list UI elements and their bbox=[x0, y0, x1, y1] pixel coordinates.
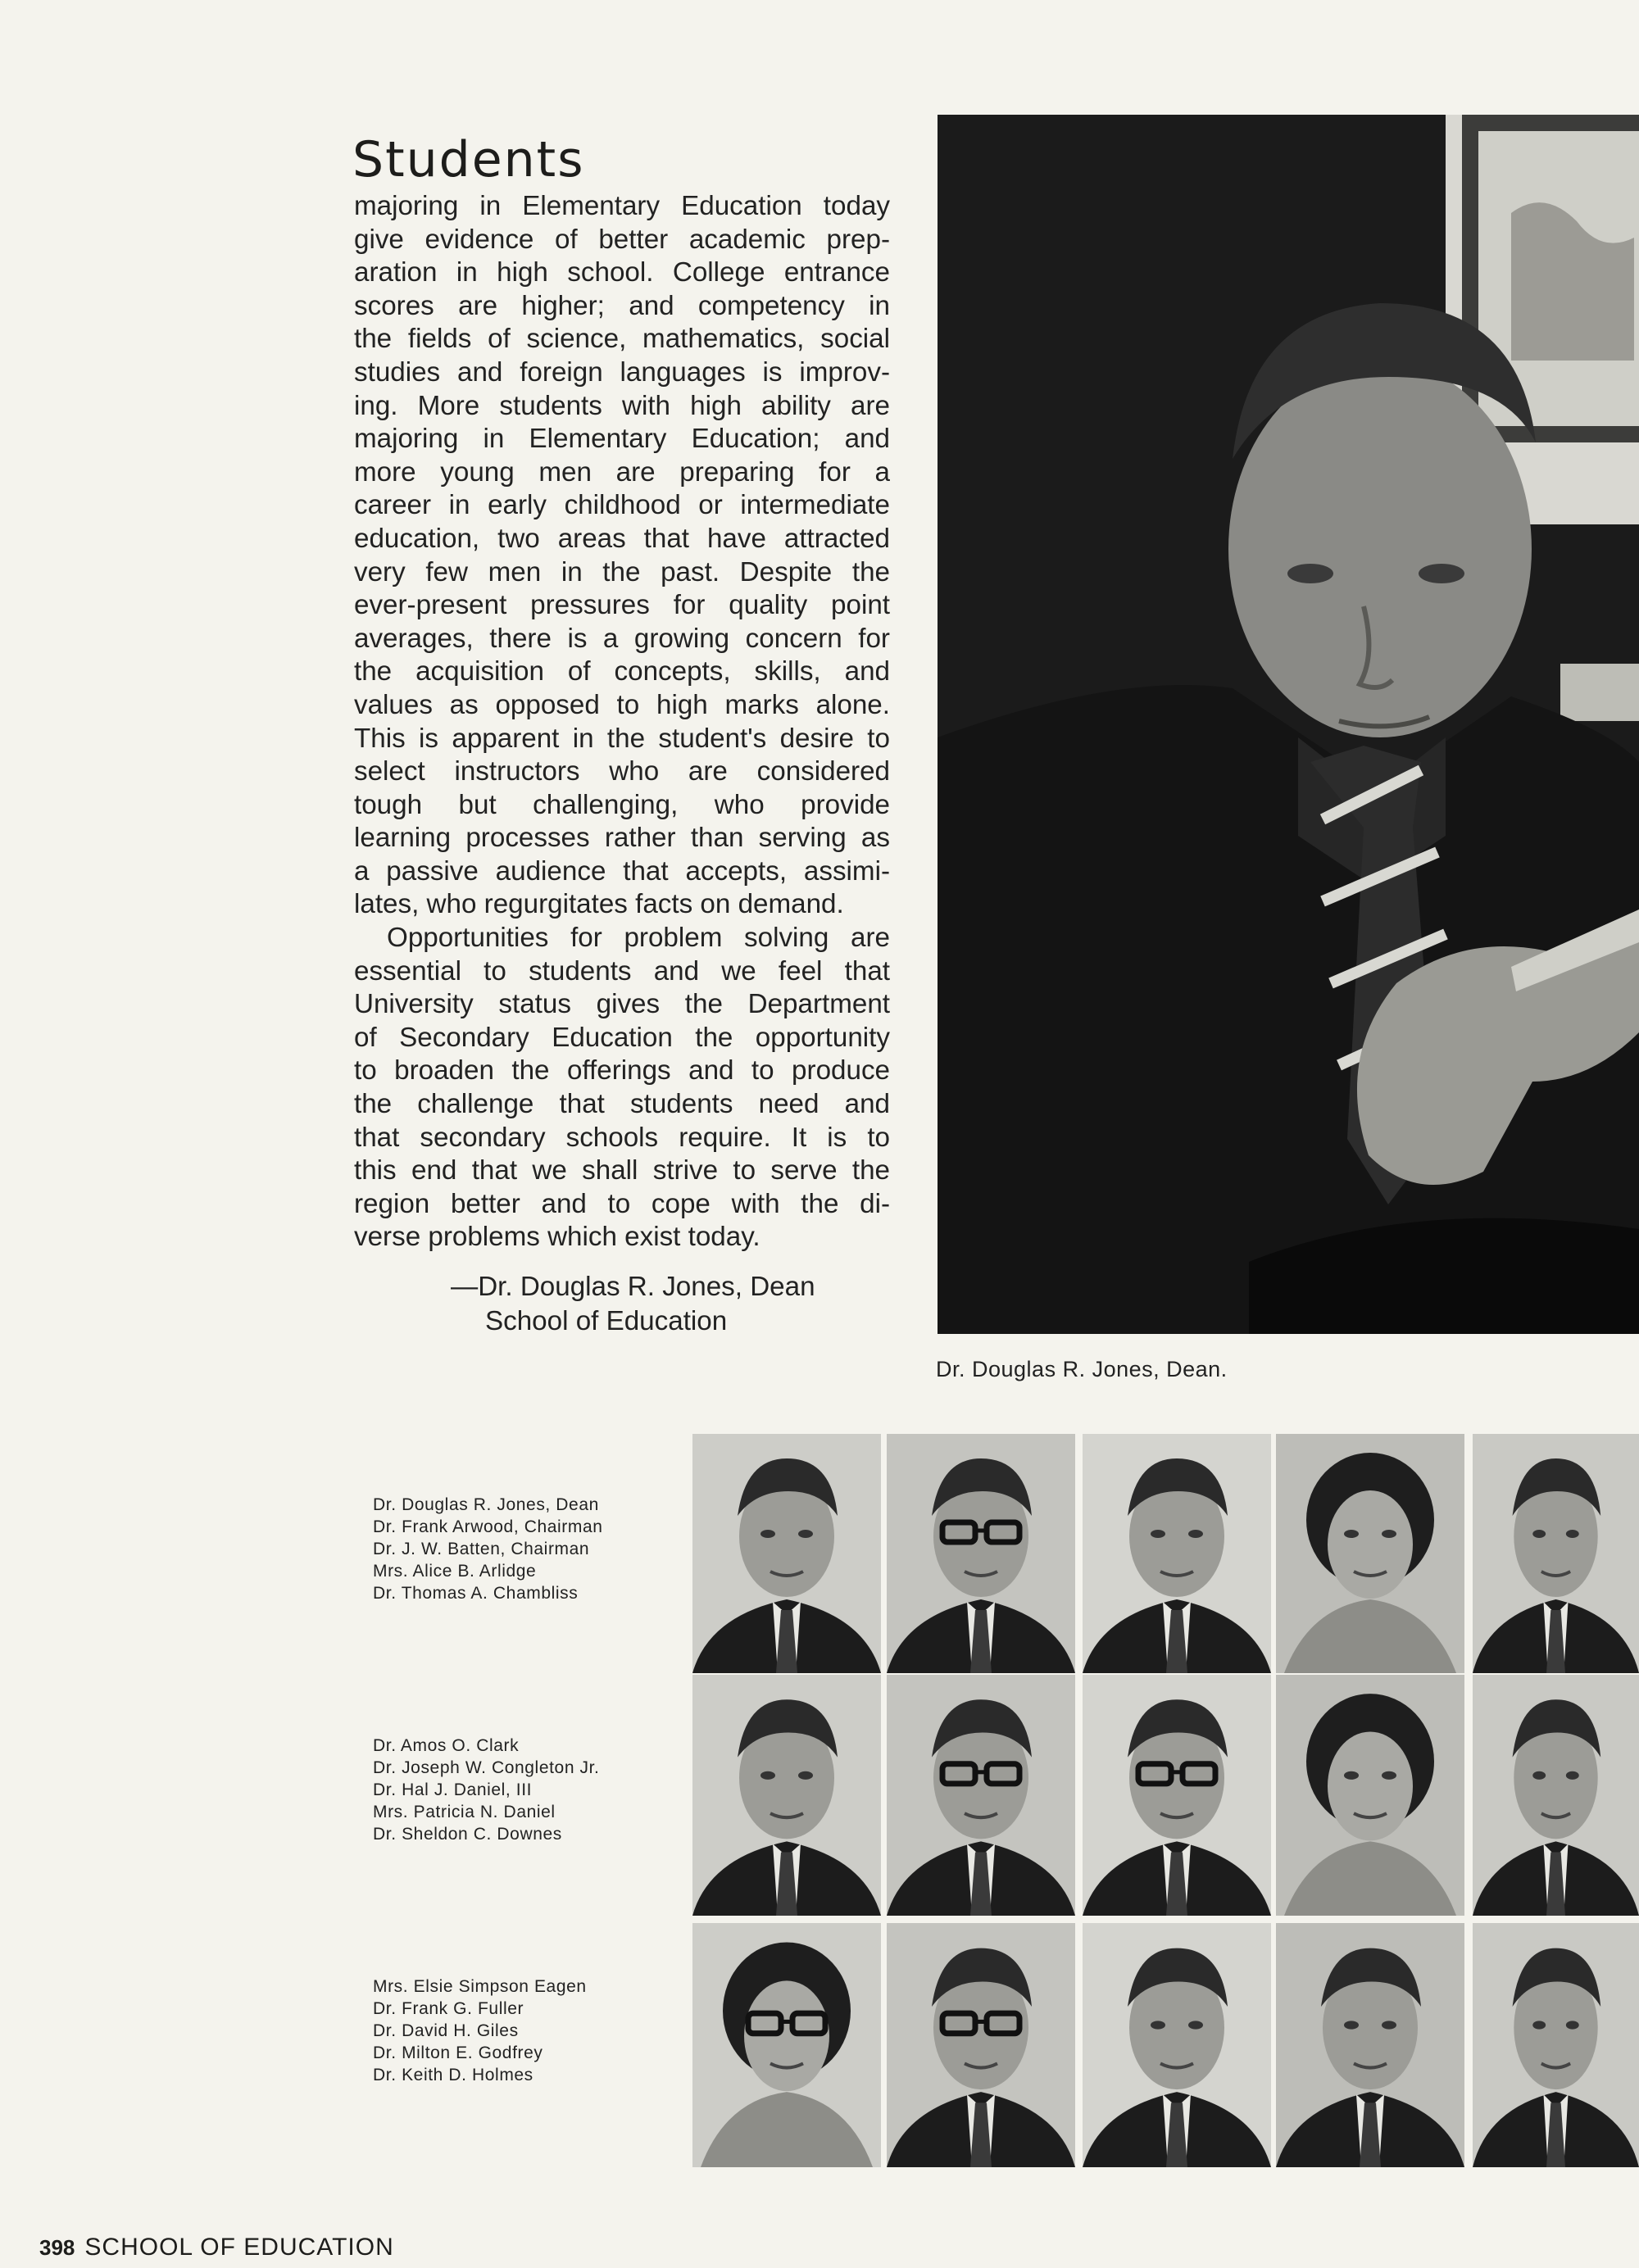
article-line: region better and to cope with the di- bbox=[354, 1188, 890, 1219]
faculty-name: Dr. David H. Giles bbox=[373, 2021, 519, 2040]
article-line: very few men in the past. Despite the bbox=[354, 556, 890, 587]
faculty-portrait bbox=[692, 1675, 881, 1916]
article-line: the acquisition of concepts, skills, and bbox=[354, 656, 890, 687]
page-footer bbox=[39, 2234, 394, 2261]
faculty-portrait bbox=[1276, 1434, 1464, 1673]
article-line: learning processes rather than serving as bbox=[354, 823, 890, 854]
faculty-name: Mrs. Patricia N. Daniel bbox=[373, 1803, 556, 1821]
article-line: aration in high school. College entrance bbox=[354, 257, 890, 288]
article-line: of Secondary Education the opportunity bbox=[354, 1022, 890, 1053]
article-line: averages, there is a growing concern for bbox=[354, 623, 890, 654]
dean-portrait-photo bbox=[938, 115, 1639, 1334]
faculty-name: Dr. Frank Arwood, Chairman bbox=[373, 1517, 603, 1536]
faculty-portrait bbox=[1473, 1675, 1639, 1916]
faculty-name: Dr. Hal J. Daniel, III bbox=[373, 1780, 533, 1799]
faculty-portrait bbox=[692, 1434, 881, 1673]
faculty-name: Dr. Amos O. Clark bbox=[373, 1736, 520, 1755]
faculty-name: Dr. Joseph W. Congleton Jr. bbox=[373, 1758, 600, 1777]
article-line: ing. More students with high ability are bbox=[354, 390, 890, 421]
faculty-portrait bbox=[1276, 1675, 1464, 1916]
faculty-name: Dr. Thomas A. Chambliss bbox=[373, 1584, 579, 1603]
faculty-portrait bbox=[887, 1923, 1075, 2167]
article-line: lates, who regurgitates facts on demand. bbox=[354, 889, 844, 920]
faculty-portrait bbox=[1276, 1923, 1464, 2167]
faculty-portrait bbox=[1473, 1923, 1639, 2167]
article-line: a passive audience that accepts, assimi- bbox=[354, 855, 890, 887]
article-line: ever-present pressures for quality point bbox=[354, 590, 890, 621]
signature-line-1: —Dr. Douglas R. Jones, Dean bbox=[451, 1272, 815, 1302]
article-line: education, two areas that have attracted bbox=[354, 523, 890, 554]
article-line: This is apparent in the student's desire to bbox=[354, 723, 890, 754]
faculty-portrait bbox=[1083, 1434, 1271, 1673]
article-line: give evidence of better academic prep- bbox=[354, 224, 890, 255]
article-signature bbox=[451, 1270, 815, 1339]
article-line: Opportunities for problem solving are bbox=[387, 923, 890, 954]
faculty-name: Dr. Frank G. Fuller bbox=[373, 1999, 524, 2018]
faculty-names-row-1 bbox=[373, 1494, 603, 1604]
article-line: that secondary schools require. It is to bbox=[354, 1122, 890, 1153]
article-line: this end that we shall strive to serve the bbox=[354, 1155, 890, 1186]
faculty-names-row-3 bbox=[373, 1975, 587, 2086]
article-line: career in early childhood or intermediate bbox=[354, 490, 890, 521]
article-line: values as opposed to high marks alone. bbox=[354, 689, 890, 720]
faculty-portrait bbox=[1083, 1675, 1271, 1916]
faculty-name: Dr. Keith D. Holmes bbox=[373, 2066, 533, 2084]
article-line: to broaden the offerings and to produce bbox=[354, 1055, 890, 1086]
faculty-portrait bbox=[692, 1923, 881, 2167]
faculty-name: Dr. Douglas R. Jones, Dean bbox=[373, 1495, 599, 1514]
main-photo-caption: Dr. Douglas R. Jones, Dean. bbox=[936, 1357, 1228, 1381]
article-line: more young men are preparing for a bbox=[354, 456, 890, 488]
article-line: majoring in Elementary Education today bbox=[354, 191, 890, 221]
signature-line-2: School of Education bbox=[485, 1306, 728, 1336]
article-line: studies and foreign languages is improv- bbox=[354, 356, 890, 388]
article-line: University status gives the Department bbox=[354, 989, 890, 1020]
article-line: scores are higher; and competency in bbox=[354, 290, 890, 321]
article-line: the fields of science, mathematics, social bbox=[354, 324, 890, 355]
page-number: 398 bbox=[39, 2235, 75, 2260]
faculty-portrait bbox=[1083, 1923, 1271, 2167]
article-heading: Students bbox=[352, 131, 585, 188]
faculty-portrait bbox=[887, 1434, 1075, 1673]
faculty-name: Dr. J. W. Batten, Chairman bbox=[373, 1540, 590, 1558]
faculty-name: Mrs. Alice B. Arlidge bbox=[373, 1562, 537, 1581]
article-line: majoring in Elementary Education; and bbox=[354, 424, 890, 455]
article-line: select instructors who are considered bbox=[354, 756, 890, 787]
faculty-name: Dr. Sheldon C. Downes bbox=[373, 1825, 562, 1844]
article-line: tough but challenging, who provide bbox=[354, 789, 890, 820]
article-line: essential to students and we feel that bbox=[354, 955, 890, 987]
faculty-name: Mrs. Elsie Simpson Eagen bbox=[373, 1977, 587, 1996]
faculty-names-row-2 bbox=[373, 1735, 600, 1845]
article-line: the challenge that students need and bbox=[354, 1089, 890, 1120]
article-line: verse problems which exist today. bbox=[354, 1222, 760, 1253]
faculty-portrait bbox=[1473, 1434, 1639, 1673]
article-body bbox=[354, 190, 890, 1254]
section-title: SCHOOL OF EDUCATION bbox=[84, 2234, 394, 2261]
faculty-name: Dr. Milton E. Godfrey bbox=[373, 2043, 543, 2062]
faculty-portrait bbox=[887, 1675, 1075, 1916]
